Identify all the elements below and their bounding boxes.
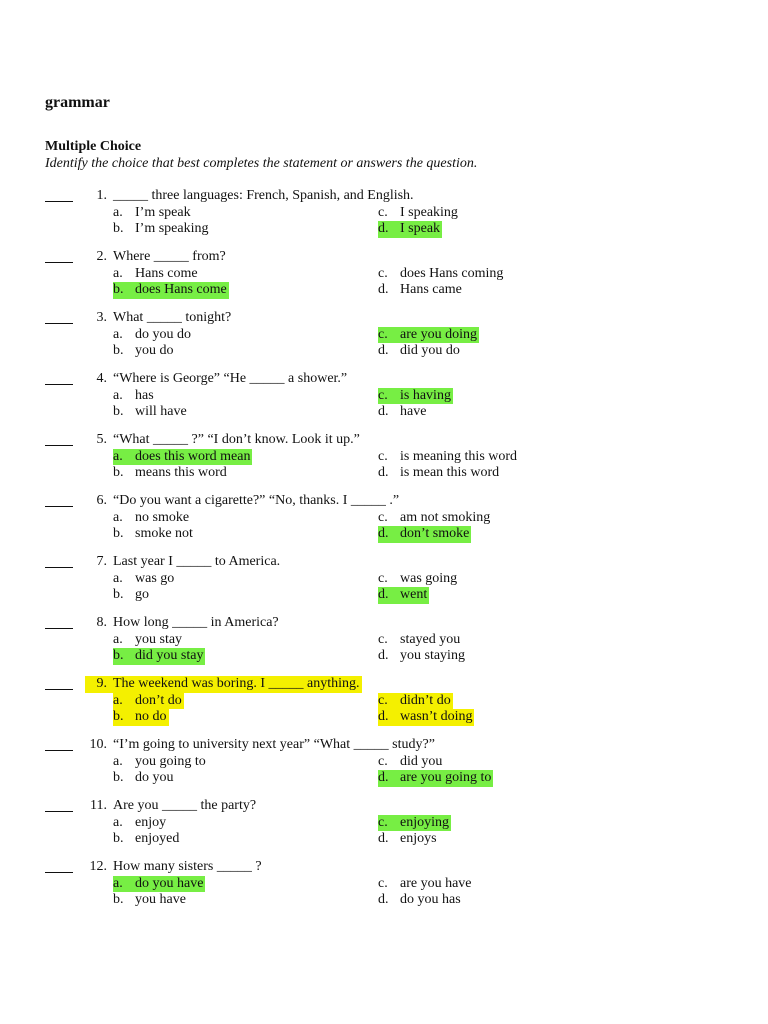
choice-text: are you doing xyxy=(400,326,477,342)
question-text: Last year I _____ to America. xyxy=(113,554,281,569)
question-item xyxy=(45,615,745,676)
choice-text: does Hans come xyxy=(135,282,227,297)
question-text: _____ three languages: French, Spanish, and English. xyxy=(113,188,414,203)
choice-text: you have xyxy=(135,892,186,907)
choice-text: go xyxy=(135,587,149,602)
answer-choice[interactable] xyxy=(113,632,184,649)
question-number: 3. xyxy=(96,310,107,325)
question-stem xyxy=(85,798,256,815)
question-text: “Do you want a cigarette?” “No, thanks. I _____ .” xyxy=(113,493,400,508)
answer-choice[interactable] xyxy=(113,876,205,893)
choice-text: is meaning this word xyxy=(400,448,518,464)
answer-blank[interactable] xyxy=(45,737,75,753)
question-number: 12. xyxy=(89,859,107,874)
choice-letter: c. xyxy=(378,204,388,220)
choice-letter: c. xyxy=(378,814,388,830)
choice-letter: b. xyxy=(113,587,124,602)
answer-choice[interactable] xyxy=(378,465,501,482)
answer-blank-line xyxy=(45,872,73,873)
answer-choice[interactable] xyxy=(378,205,460,222)
choice-letter: b. xyxy=(113,465,124,480)
choice-text: you staying xyxy=(400,648,465,663)
answer-choice[interactable] xyxy=(113,709,169,726)
choice-letter: d. xyxy=(378,221,389,236)
question-stem xyxy=(85,615,279,632)
question-number: 8. xyxy=(96,615,107,630)
question-stem xyxy=(85,249,226,266)
choice-text: was go xyxy=(135,570,175,586)
answer-blank[interactable] xyxy=(45,371,75,387)
question-number: 4. xyxy=(96,371,107,386)
answer-choice[interactable] xyxy=(113,327,193,344)
answer-choice[interactable] xyxy=(113,831,181,848)
choice-letter: c. xyxy=(378,631,388,647)
question-stem xyxy=(85,493,399,510)
question-item xyxy=(45,798,745,859)
question-number: 7. xyxy=(96,554,107,569)
question-number: 2. xyxy=(96,249,107,264)
choice-text: was going xyxy=(400,570,458,586)
answer-choice[interactable] xyxy=(378,831,439,848)
choice-letter: d. xyxy=(378,831,389,846)
choice-letter: b. xyxy=(113,282,124,297)
choice-letter: a. xyxy=(113,631,123,647)
choice-letter: a. xyxy=(113,814,123,830)
question-item xyxy=(45,859,745,920)
question-number: 9. xyxy=(96,676,107,691)
choice-text: smoke not xyxy=(135,526,193,541)
choice-text: no do xyxy=(135,709,167,724)
answer-choice[interactable] xyxy=(378,266,505,283)
question-stem xyxy=(85,188,414,205)
choice-letter: c. xyxy=(378,265,388,281)
question-stem xyxy=(85,554,280,571)
choice-text: I’m speaking xyxy=(135,221,209,236)
document-title: grammar xyxy=(45,94,110,111)
choice-letter: b. xyxy=(113,709,124,724)
answer-blank[interactable] xyxy=(45,249,75,265)
question-number: 5. xyxy=(96,432,107,447)
answer-choice[interactable] xyxy=(113,587,151,604)
question-stem xyxy=(85,310,231,327)
question-number: 11. xyxy=(90,798,107,813)
question-text: How long _____ in America? xyxy=(113,615,279,630)
answer-blank[interactable] xyxy=(45,798,75,814)
answer-choice[interactable] xyxy=(378,709,474,726)
answer-blank-line xyxy=(45,262,73,263)
question-item xyxy=(45,676,745,737)
answer-blank[interactable] xyxy=(45,493,75,509)
answer-choice[interactable] xyxy=(378,221,442,238)
answer-choice[interactable] xyxy=(378,693,453,710)
question-text: The weekend was boring. I _____ anything. xyxy=(113,676,360,691)
answer-choice[interactable] xyxy=(113,815,168,832)
choice-text: is mean this word xyxy=(400,465,500,480)
answer-choice[interactable] xyxy=(113,693,184,710)
choice-text: has xyxy=(135,387,154,403)
choice-letter: d. xyxy=(378,709,389,724)
answer-blank[interactable] xyxy=(45,859,75,875)
answer-choice[interactable] xyxy=(378,526,471,543)
answer-blank[interactable] xyxy=(45,188,75,204)
choice-letter: d. xyxy=(378,526,389,541)
answer-choice[interactable] xyxy=(113,465,229,482)
answer-choice[interactable] xyxy=(113,449,252,466)
question-text: How many sisters _____ ? xyxy=(113,859,262,874)
choice-letter: a. xyxy=(113,875,123,891)
choice-text: don’t smoke xyxy=(400,526,470,541)
choice-text: Hans come xyxy=(135,265,198,281)
choice-letter: a. xyxy=(113,448,123,464)
answer-choice[interactable] xyxy=(113,526,195,543)
answer-blank-line xyxy=(45,445,73,446)
answer-choice[interactable] xyxy=(113,510,191,527)
answer-blank-line xyxy=(45,506,73,507)
answer-blank-line xyxy=(45,628,73,629)
choice-text: does this word mean xyxy=(135,448,251,464)
choice-letter: b. xyxy=(113,404,124,419)
choice-text: is having xyxy=(400,387,451,403)
answer-choice[interactable] xyxy=(378,327,479,344)
question-stem xyxy=(85,432,360,449)
choice-text: enjoying xyxy=(400,814,449,830)
choice-text: do you do xyxy=(135,326,191,342)
question-item xyxy=(45,432,745,493)
choice-letter: c. xyxy=(378,753,388,769)
answer-choice[interactable] xyxy=(113,571,176,588)
choice-text: Hans came xyxy=(400,282,462,297)
choice-letter: b. xyxy=(113,770,124,785)
answer-choice[interactable] xyxy=(378,587,429,604)
choice-text: did you stay xyxy=(135,648,204,663)
answer-blank[interactable] xyxy=(45,676,75,692)
section-title: Multiple Choice xyxy=(45,139,142,154)
choice-letter: a. xyxy=(113,326,123,342)
choice-text: are you going to xyxy=(400,770,492,785)
choice-letter: a. xyxy=(113,692,123,708)
choice-text: stayed you xyxy=(400,631,461,647)
question-item xyxy=(45,737,745,798)
choice-text: enjoy xyxy=(135,814,167,830)
answer-blank[interactable] xyxy=(45,554,75,570)
choice-text: am not smoking xyxy=(400,509,491,525)
choice-letter: d. xyxy=(378,282,389,297)
choice-text: are you have xyxy=(400,875,472,891)
answer-choice[interactable] xyxy=(113,754,208,771)
question-list xyxy=(45,188,745,920)
choice-text: did you do xyxy=(400,343,460,358)
choice-text: do you have xyxy=(135,875,204,891)
answer-blank[interactable] xyxy=(45,615,75,631)
answer-choice[interactable] xyxy=(113,343,176,360)
answer-blank[interactable] xyxy=(45,310,75,326)
choice-text: enjoys xyxy=(400,831,437,846)
answer-choice[interactable] xyxy=(113,221,210,238)
question-number: 1. xyxy=(96,188,107,203)
question-item xyxy=(45,371,745,432)
choice-letter: a. xyxy=(113,570,123,586)
choice-text: does Hans coming xyxy=(400,265,504,281)
question-item xyxy=(45,249,745,310)
choice-text: went xyxy=(400,587,428,602)
choice-letter: a. xyxy=(113,753,123,769)
answer-choice[interactable] xyxy=(113,282,229,299)
choice-letter: d. xyxy=(378,892,389,907)
choice-letter: d. xyxy=(378,343,389,358)
choice-text: I speaking xyxy=(400,204,458,220)
answer-choice[interactable] xyxy=(378,632,462,649)
choice-letter: c. xyxy=(378,448,388,464)
question-item xyxy=(45,493,745,554)
choice-letter: a. xyxy=(113,265,123,281)
answer-blank-line xyxy=(45,750,73,751)
answer-choice[interactable] xyxy=(378,892,463,909)
answer-choice[interactable] xyxy=(378,449,519,466)
choice-text: will have xyxy=(135,404,187,419)
answer-choice[interactable] xyxy=(378,510,492,527)
choice-letter: a. xyxy=(113,387,123,403)
answer-choice[interactable] xyxy=(113,205,193,222)
choice-letter: d. xyxy=(378,404,389,419)
choice-letter: c. xyxy=(378,387,388,403)
answer-choice[interactable] xyxy=(113,404,189,421)
choice-letter: d. xyxy=(378,648,389,663)
choice-letter: b. xyxy=(113,831,124,846)
choice-letter: b. xyxy=(113,892,124,907)
choice-letter: d. xyxy=(378,770,389,785)
answer-choice[interactable] xyxy=(113,648,205,665)
question-item xyxy=(45,310,745,371)
choice-text: have xyxy=(400,404,427,419)
choice-text: do you xyxy=(135,770,174,785)
choice-text: did you xyxy=(400,753,443,769)
choice-text: didn’t do xyxy=(400,692,451,708)
choice-letter: b. xyxy=(113,648,124,663)
choice-text: you going to xyxy=(135,753,206,769)
question-stem xyxy=(85,859,262,876)
question-item xyxy=(45,188,745,249)
question-text: “I’m going to university next year” “What _____ study?” xyxy=(113,737,435,752)
choice-text: you do xyxy=(135,343,174,358)
choice-text: do you has xyxy=(400,892,461,907)
question-text: Where _____ from? xyxy=(113,249,226,264)
choice-letter: a. xyxy=(113,509,123,525)
question-number: 10. xyxy=(89,737,107,752)
choice-text: you stay xyxy=(135,631,183,647)
answer-choice[interactable] xyxy=(378,571,459,588)
choice-letter: d. xyxy=(378,465,389,480)
answer-choice[interactable] xyxy=(113,266,200,283)
answer-blank-line xyxy=(45,384,73,385)
answer-blank[interactable] xyxy=(45,432,75,448)
choice-text: I speak xyxy=(400,221,441,236)
choice-letter: d. xyxy=(378,587,389,602)
answer-blank-line xyxy=(45,201,73,202)
question-number: 6. xyxy=(96,493,107,508)
choice-text: wasn’t doing xyxy=(400,709,473,724)
choice-text: means this word xyxy=(135,465,227,480)
answer-choice[interactable] xyxy=(378,815,451,832)
answer-choice[interactable] xyxy=(113,892,188,909)
answer-choice[interactable] xyxy=(378,388,453,405)
choice-letter: c. xyxy=(378,692,388,708)
question-text: “Where is George” “He _____ a shower.” xyxy=(113,371,348,386)
question-text: What _____ tonight? xyxy=(113,310,232,325)
question-stem xyxy=(85,676,362,693)
question-item xyxy=(45,554,745,615)
choice-letter: b. xyxy=(113,221,124,236)
answer-blank-line xyxy=(45,567,73,568)
question-stem xyxy=(85,371,347,388)
question-stem xyxy=(85,737,435,754)
answer-choice[interactable] xyxy=(113,388,156,405)
answer-choice[interactable] xyxy=(378,648,467,665)
choice-letter: a. xyxy=(113,204,123,220)
answer-choice[interactable] xyxy=(378,770,493,787)
choice-letter: b. xyxy=(113,526,124,541)
choice-letter: c. xyxy=(378,570,388,586)
answer-blank-line xyxy=(45,811,73,812)
answer-choice[interactable] xyxy=(378,282,464,299)
choice-text: no smoke xyxy=(135,509,190,525)
answer-blank-line xyxy=(45,689,73,690)
choice-letter: c. xyxy=(378,326,388,342)
instructions-text: Identify the choice that best completes the statement or answers the question. xyxy=(45,156,478,171)
choice-letter: c. xyxy=(378,509,388,525)
answer-choice[interactable] xyxy=(378,876,474,893)
choice-letter: c. xyxy=(378,875,388,891)
choice-letter: b. xyxy=(113,343,124,358)
answer-choice[interactable] xyxy=(378,404,428,421)
answer-blank-line xyxy=(45,323,73,324)
answer-choice[interactable] xyxy=(113,770,176,787)
answer-choice[interactable] xyxy=(378,754,444,771)
question-text: “What _____ ?” “I don’t know. Look it up.” xyxy=(113,432,360,447)
choice-text: don’t do xyxy=(135,692,182,708)
question-text: Are you _____ the party? xyxy=(113,798,257,813)
answer-choice[interactable] xyxy=(378,343,462,360)
choice-text: enjoyed xyxy=(135,831,180,846)
choice-text: I’m speak xyxy=(135,204,191,220)
